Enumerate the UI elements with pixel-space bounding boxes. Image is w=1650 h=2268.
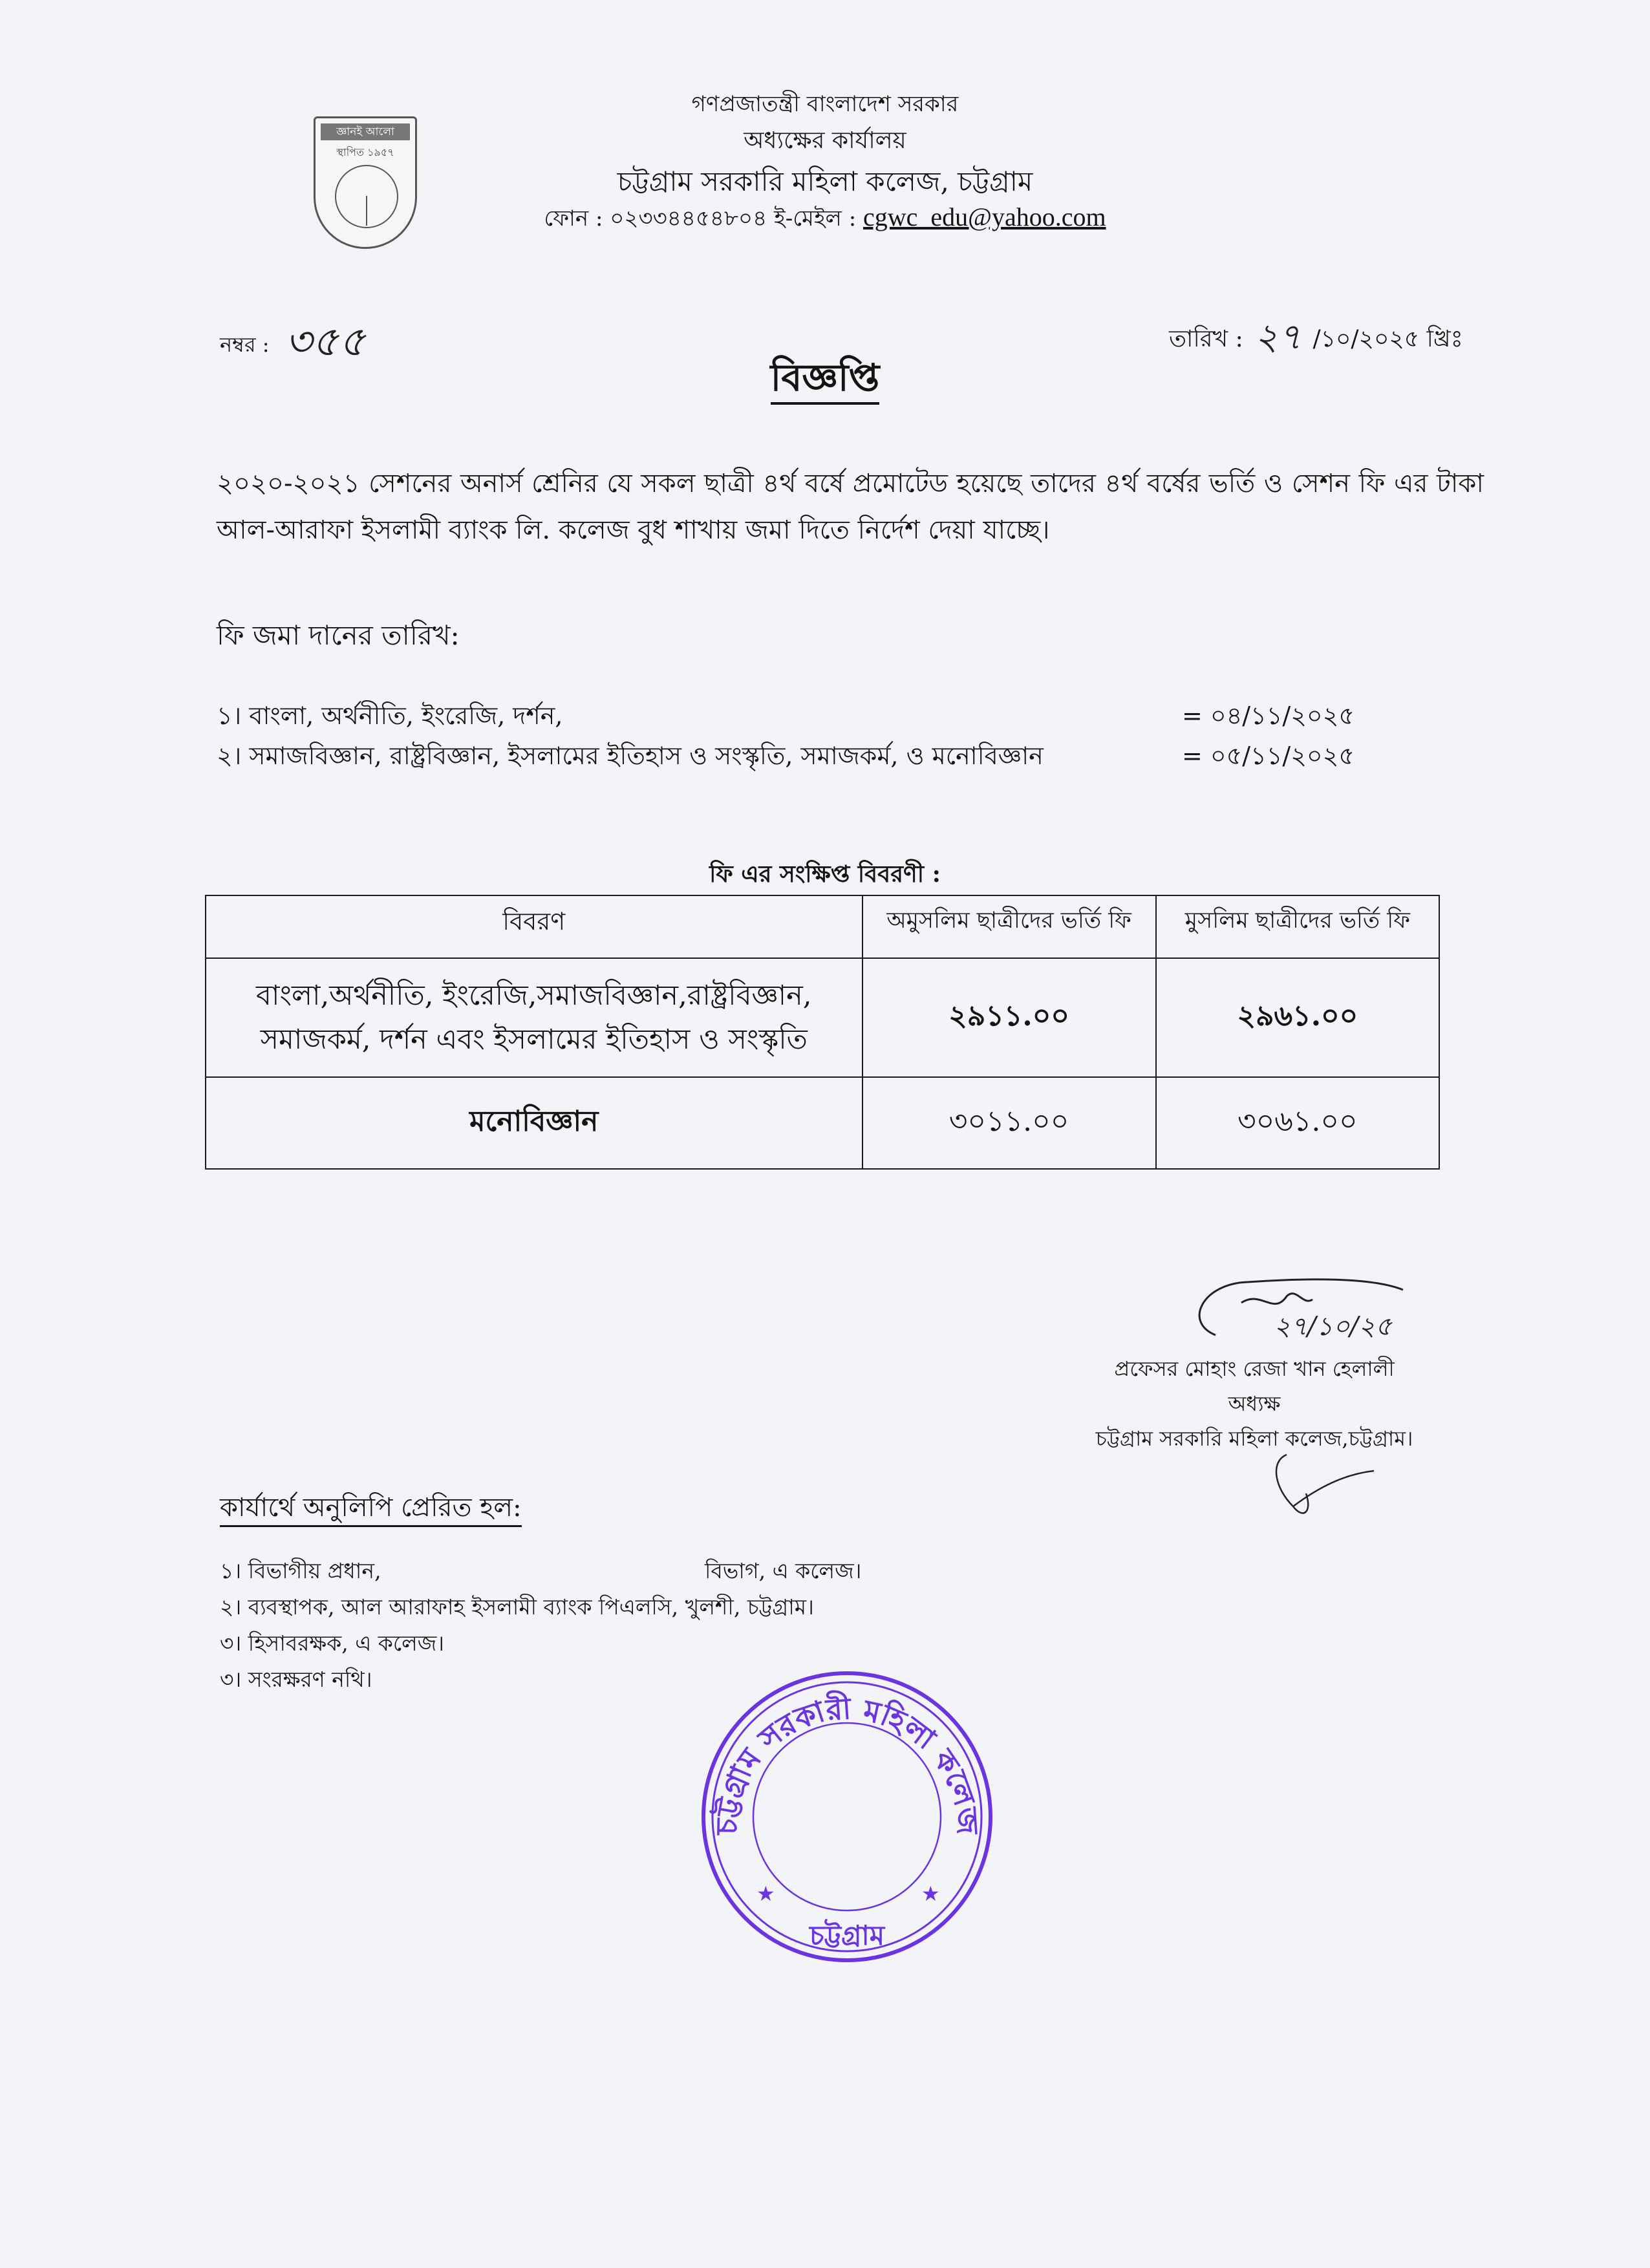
deposit-date-value: = ০৫/১১/২০২৫	[1182, 742, 1355, 770]
non-muslim-fee: ২৯১১.০০	[862, 958, 1156, 1077]
seal-bottom-text: চট্টগ্রাম	[809, 1920, 885, 1951]
government-name: গণপ্রজাতন্ত্রী বাংলাদেশ সরকার	[691, 91, 959, 117]
column-header-description: বিবরণ	[206, 895, 862, 958]
memo-number-label: নম্বর :	[220, 332, 270, 357]
initials-signature-icon	[1267, 1448, 1377, 1526]
signatory-name: প্রফেসর মোহাং রেজা খান হেলালী	[1114, 1356, 1395, 1381]
deposit-date-subjects: ২। সমাজবিজ্ঞান, রাষ্ট্রবিজ্ঞান, ইসলামের ইতিহাস ও সংস্কৃতি, সমাজকর্ম, ও মনোবিজ্ঞান	[217, 742, 1044, 770]
seal-top-text: চট্টগ্রাম সরকারী মহিলা কলেজ	[709, 1691, 985, 1835]
college-name: চট্টগ্রাম সরকারি মহিলা কলেজ, চট্টগ্রাম	[617, 166, 1033, 197]
fee-description	[206, 958, 862, 1077]
seal-star-icon: ★	[921, 1881, 940, 1906]
fee-description-line: বাংলা,অর্থনীতি, ইংরেজি,সমাজবিজ্ঞান,রাষ্ট্রবিজ্ঞান,	[256, 979, 812, 1012]
copy-recipient	[220, 1554, 862, 1590]
muslim-fee: ২৯৬১.০০	[1156, 958, 1439, 1077]
phone-label: ফোন :	[544, 206, 603, 231]
fee-table-heading: ফি এর সংক্ষিপ্ত বিবরণী :	[709, 861, 941, 888]
copy-recipient-text: ১। বিভাগীয় প্রধান,	[220, 1558, 381, 1583]
fee-description-line: সমাজকর্ম, দর্শন এবং ইসলামের ইতিহাস ও সংস্কৃতি	[260, 1023, 808, 1056]
notice-title	[0, 349, 1650, 412]
table-row	[206, 958, 1439, 1077]
notice-body: ২০২০-২০২১ সেশনের অনার্স শ্রেনির যে সকল ছাত্রী ৪র্থ বর্ষে প্রমোটেড হয়েছে তাদের ৪র্থ বর্ষের ভর্তি ও সেশন ফি এর টাকা আল-আরাফা ইসলামী ব্যাংক লি. কলেজ বুধ শাখায় জমা দিতে নির্দেশ দেয়া যাচ্ছে।	[217, 469, 1484, 545]
column-header-muslim-fee: মুসলিম ছাত্রীদের ভর্তি ফি	[1156, 895, 1439, 958]
deposit-date-value: = ০৪/১১/২০২৫	[1182, 701, 1355, 730]
copy-recipient-tail: বিভাগ, এ কলেজ।	[705, 1558, 862, 1583]
signatory-designation: অধ্যক্ষ	[1228, 1391, 1281, 1416]
copy-recipient: ২। ব্যবস্থাপক, আল আরাফাহ ইসলামী ব্যাংক পিএলসি, খুলশী, চট্টগ্রাম।	[220, 1594, 814, 1620]
fee-table-header-row	[206, 895, 1439, 958]
deposit-dates-heading: ফি জমা দানের তারিখ:	[217, 619, 460, 651]
column-header-non-muslim-fee: অমুসলিম ছাত্রীদের ভর্তি ফি	[862, 895, 1156, 958]
college-seal-icon	[692, 1662, 1002, 1972]
principal-signature-icon	[1177, 1270, 1422, 1348]
seal-star-icon: ★	[756, 1881, 775, 1906]
email-link[interactable]: cgwc_edu@yahoo.com	[862, 202, 1106, 231]
fee-table	[205, 895, 1440, 1170]
signature-date: ২৭/১০/২৫	[1274, 1312, 1392, 1342]
memo-number-handwritten: ৩৫৫	[284, 318, 366, 366]
table-row	[206, 1077, 1439, 1169]
logo-motto: জ্ঞানই আলো	[321, 123, 410, 140]
notice-title-text: বিজ্ঞপ্তি	[771, 356, 880, 405]
copies-heading	[220, 1487, 522, 1530]
signatory-organization: চট্টগ্রাম সরকারি মহিলা কলেজ,চট্টগ্রাম।	[1095, 1426, 1413, 1451]
office-name: অধ্যক্ষের কার্যালয়	[744, 127, 906, 154]
date-label: তারিখ :	[1169, 326, 1243, 352]
copies-heading-text: কার্যার্থে অনুলিপি প্রেরিত হল:	[220, 1493, 522, 1527]
phone-number: ০২৩৩৪৪৫৪৮০৪	[610, 206, 767, 231]
date-rest: /১০/২০২৫ খ্রিঃ	[1312, 326, 1463, 352]
contact-line	[0, 202, 1650, 239]
copy-recipient: ৩। সংরক্ষরণ নথি।	[220, 1667, 372, 1692]
copy-recipient: ৩। হিসাবরক্ষক, এ কলেজ।	[220, 1631, 445, 1656]
muslim-fee: ৩০৬১.০০	[1156, 1077, 1439, 1169]
non-muslim-fee: ৩০১১.০০	[862, 1077, 1156, 1169]
logo-established: স্থাপিত ১৯৫৭	[336, 146, 394, 158]
deposit-date-item	[217, 737, 1355, 778]
deposit-date-item	[217, 697, 1355, 738]
email-label: ই-মেইল :	[774, 206, 857, 231]
date-day-handwritten: ২৭	[1254, 316, 1302, 358]
fee-description: মনোবিজ্ঞান	[206, 1077, 862, 1169]
deposit-date-subjects: ১। বাংলা, অর্থনীতি, ইংরেজি, দর্শন,	[217, 701, 563, 730]
